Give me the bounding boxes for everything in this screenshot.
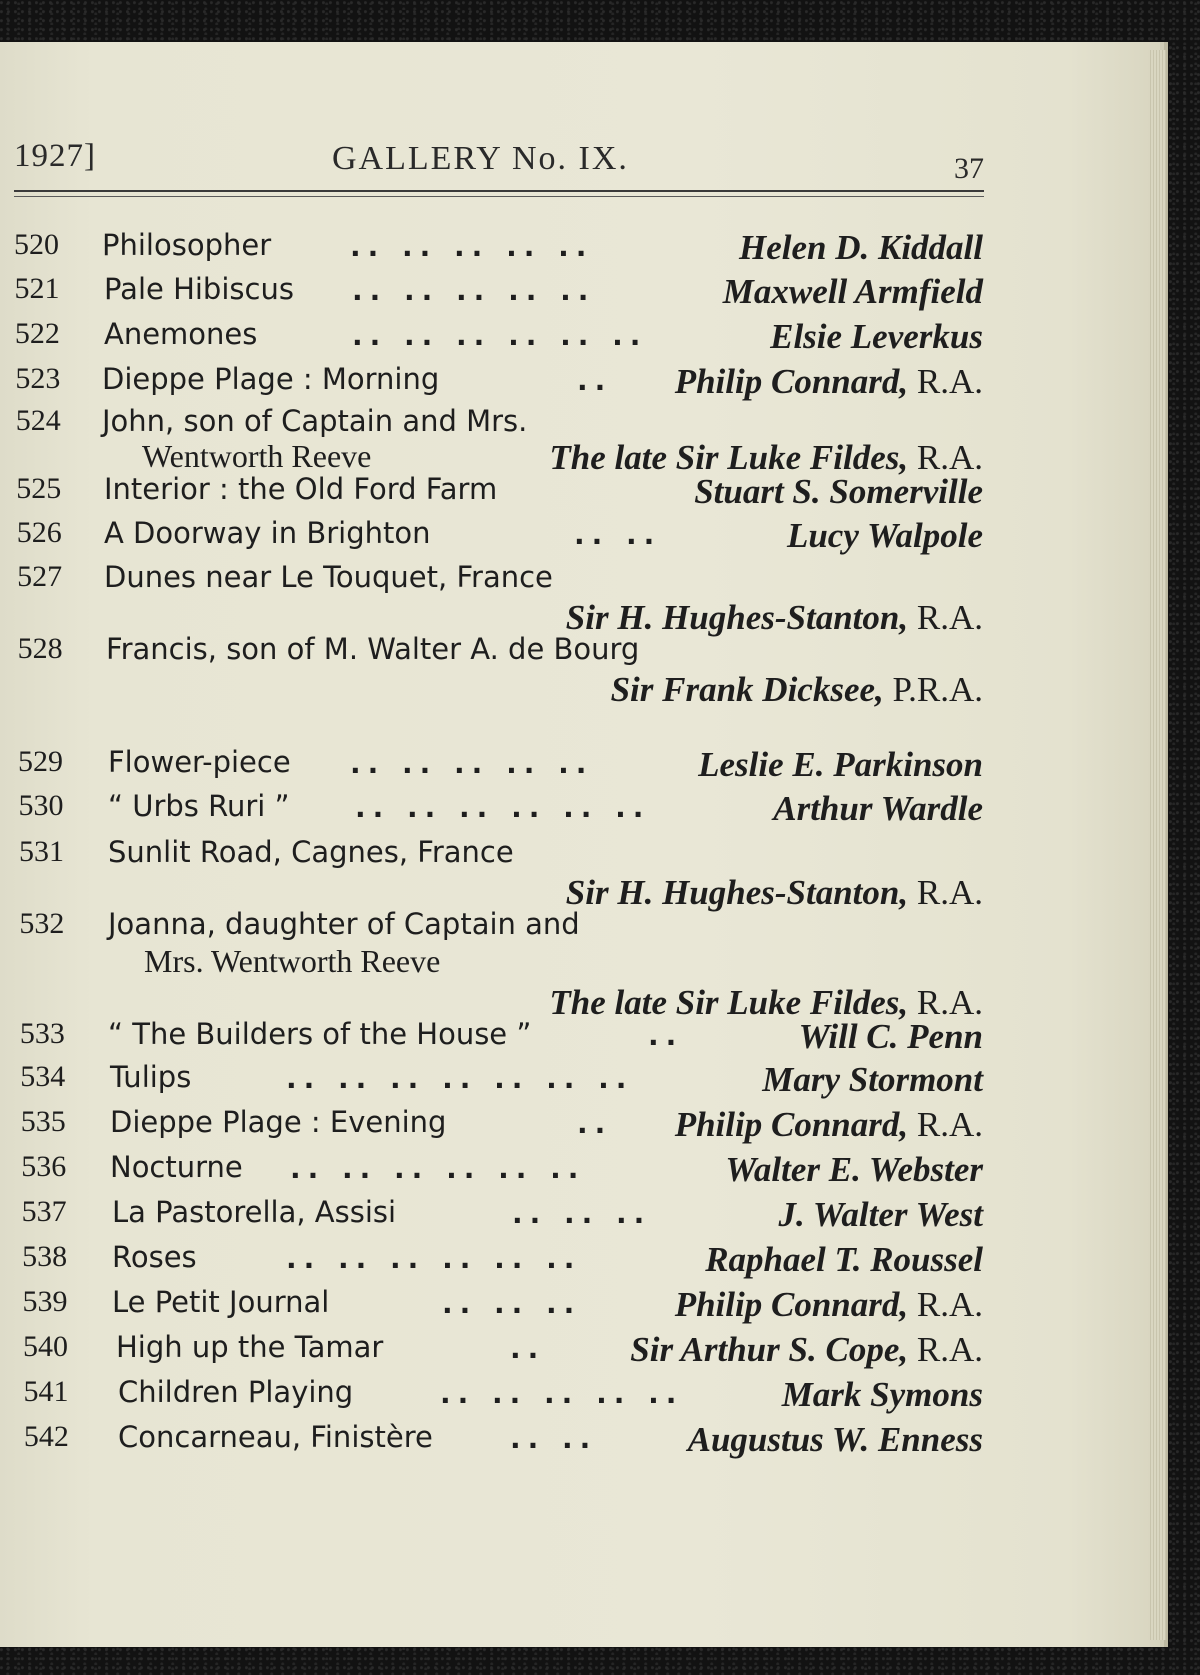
entry-number: 541 bbox=[23, 1375, 69, 1408]
artist-name bbox=[770, 317, 983, 357]
catalogue-entry bbox=[0, 1017, 1000, 1061]
catalogue-entry bbox=[0, 1375, 1000, 1419]
artwork-title: Dunes near Le Touquet, France bbox=[104, 560, 553, 594]
leader-dots: .. .. .. .. .. .. .. bbox=[286, 1062, 634, 1095]
entry-number: 531 bbox=[18, 835, 64, 868]
artist-name-text: Lucy Walpole bbox=[786, 516, 983, 555]
artwork-title: Le Petit Journal bbox=[112, 1285, 330, 1319]
artwork-title: Sunlit Road, Cagnes, France bbox=[108, 835, 514, 869]
artwork-title: Children Playing bbox=[118, 1375, 354, 1409]
artist-name bbox=[705, 1240, 983, 1280]
artist-name bbox=[698, 745, 983, 785]
artist-name-text: Raphael T. Roussel bbox=[705, 1240, 983, 1279]
artist-name bbox=[688, 1420, 983, 1460]
artist-name bbox=[675, 362, 983, 402]
leader-dots: .. .. .. .. .. bbox=[352, 274, 596, 307]
entry-number: 540 bbox=[23, 1330, 68, 1363]
catalogue-entry bbox=[0, 272, 1000, 316]
artwork-title: Philosopher bbox=[102, 228, 272, 262]
entry-number: 520 bbox=[14, 228, 59, 261]
page-title: GALLERY No. IX. bbox=[332, 140, 629, 177]
year-label: 1927] bbox=[14, 138, 96, 174]
artist-honour: P.R.A. bbox=[883, 670, 983, 709]
entry-number: 532 bbox=[19, 907, 65, 940]
artist-name bbox=[773, 789, 983, 829]
page-number: 37 bbox=[954, 152, 984, 185]
artist-name bbox=[782, 1375, 983, 1415]
catalogue-entry bbox=[0, 1240, 1000, 1284]
catalogue-entry bbox=[0, 1285, 1000, 1329]
artwork-title: High up the Tamar bbox=[116, 1330, 384, 1364]
artist-honour: R.A. bbox=[908, 983, 983, 1022]
artist-name-text: Maxwell Armfield bbox=[722, 272, 983, 311]
artist-name bbox=[725, 1150, 983, 1190]
leader-dots: .. bbox=[648, 1019, 684, 1052]
catalogue-entry bbox=[0, 745, 1000, 789]
artist-name-text: Walter E. Webster bbox=[725, 1150, 983, 1189]
artist-name-text: Philip Connard, bbox=[674, 1105, 909, 1144]
artwork-title: Joanna, daughter of Captain and bbox=[108, 907, 580, 941]
leader-dots: .. .. .. .. .. .. bbox=[286, 1242, 582, 1275]
catalogue-entry bbox=[0, 632, 1000, 714]
artist-name bbox=[723, 272, 983, 312]
artist-name-text: Arthur Wardle bbox=[773, 789, 983, 828]
catalogue-entry bbox=[0, 317, 1000, 361]
entry-number: 538 bbox=[22, 1240, 68, 1273]
catalogue-entry bbox=[0, 472, 1000, 516]
artist-name-text: Mark Symons bbox=[781, 1375, 983, 1414]
artist-honour: R.A. bbox=[908, 1285, 983, 1324]
artwork-title-continued: Mrs. Wentworth Reeve bbox=[144, 943, 441, 979]
artist-honour: R.A. bbox=[908, 362, 983, 401]
artwork-title: Concarneau, Finistère bbox=[118, 1420, 433, 1454]
artist-name bbox=[675, 1105, 983, 1145]
catalogue-entry bbox=[0, 404, 1000, 482]
artwork-title: Flower-piece bbox=[108, 745, 291, 779]
catalogue-entry bbox=[0, 789, 1000, 833]
catalogue-entry bbox=[0, 1150, 1000, 1194]
artwork-title: La Pastorella, Assisi bbox=[112, 1195, 397, 1229]
entry-number: 534 bbox=[20, 1060, 66, 1093]
entry-number: 533 bbox=[19, 1017, 65, 1050]
leader-dots: .. .. .. .. .. bbox=[350, 747, 594, 780]
artwork-title: Francis, son of M. Walter A. de Bourg bbox=[106, 632, 640, 666]
artist-name bbox=[778, 1195, 983, 1235]
entry-number: 537 bbox=[21, 1195, 67, 1228]
artist-name-text: Sir H. Hughes-Stanton, bbox=[565, 598, 909, 637]
artist-name-text: Elsie Leverkus bbox=[770, 317, 983, 356]
artist-name-text: Mary Stormont bbox=[762, 1060, 983, 1099]
artist-name bbox=[787, 516, 983, 556]
artist-name-text: Augustus W. Enness bbox=[687, 1420, 983, 1459]
artwork-title: “ The Builders of the House ” bbox=[108, 1017, 532, 1051]
artist-name-text: Philip Connard, bbox=[674, 362, 909, 401]
entry-number: 539 bbox=[22, 1285, 68, 1318]
entry-number: 527 bbox=[17, 560, 63, 593]
artwork-title: Pale Hibiscus bbox=[104, 272, 294, 306]
catalogue-entry bbox=[0, 1195, 1000, 1239]
artwork-title: Roses bbox=[112, 1240, 197, 1274]
artist-name-text: Will C. Penn bbox=[798, 1017, 983, 1056]
artist-name bbox=[630, 1330, 983, 1370]
leader-dots: .. .. bbox=[574, 518, 662, 551]
catalogue-entry bbox=[0, 362, 1000, 406]
catalogue-entry bbox=[0, 228, 1000, 272]
leader-dots: .. bbox=[510, 1332, 546, 1365]
artist-name-text: Stuart S. Somerville bbox=[694, 472, 983, 511]
artwork-title: “ Urbs Ruri ” bbox=[108, 789, 290, 823]
entry-number: 529 bbox=[18, 745, 64, 778]
artwork-title: A Doorway in Brighton bbox=[104, 516, 431, 550]
leader-dots: .. .. .. .. .. bbox=[440, 1377, 684, 1410]
artist-honour: R.A. bbox=[908, 873, 983, 912]
entry-number: 525 bbox=[16, 472, 62, 505]
leader-dots: .. bbox=[577, 364, 613, 397]
artist-name-text: Sir H. Hughes-Stanton, bbox=[565, 873, 909, 912]
artist-name-text: The late Sir Luke Fildes, bbox=[549, 438, 909, 477]
artwork-title: Dieppe Plage : Morning bbox=[102, 362, 440, 396]
artist-name-text: Leslie E. Parkinson bbox=[698, 745, 983, 784]
artist-name-text: Sir Frank Dicksee, bbox=[610, 670, 884, 709]
artist-name bbox=[799, 1017, 983, 1057]
entry-number: 528 bbox=[17, 632, 63, 665]
entry-number: 526 bbox=[16, 516, 62, 549]
artist-name bbox=[611, 670, 983, 710]
artist-name-text: J. Walter West bbox=[778, 1195, 983, 1234]
entry-number: 522 bbox=[14, 317, 60, 350]
artist-name bbox=[675, 1285, 983, 1325]
artwork-title: John, son of Captain and Mrs. bbox=[102, 404, 528, 438]
catalogue-entry bbox=[0, 1105, 1000, 1149]
leader-dots: .. bbox=[577, 1107, 613, 1140]
entry-number: 535 bbox=[20, 1105, 66, 1138]
catalogue-entry bbox=[0, 1330, 1000, 1374]
entry-number: 523 bbox=[15, 362, 61, 395]
artwork-title: Dieppe Plage : Evening bbox=[110, 1105, 447, 1139]
artwork-title: Anemones bbox=[104, 317, 258, 351]
artist-name bbox=[762, 1060, 983, 1100]
artwork-title: Nocturne bbox=[110, 1150, 243, 1184]
catalogue-entry bbox=[0, 907, 1000, 1027]
entry-number: 536 bbox=[21, 1150, 67, 1183]
catalogue-entry bbox=[0, 516, 1000, 560]
artist-honour: R.A. bbox=[908, 1105, 983, 1144]
artist-name-text: The late Sir Luke Fildes, bbox=[549, 983, 909, 1022]
artist-name bbox=[739, 228, 983, 268]
artist-name-text: Philip Connard, bbox=[674, 1285, 909, 1324]
leader-dots: .. .. .. .. .. .. bbox=[355, 791, 651, 824]
artwork-title: Tulips bbox=[110, 1060, 192, 1094]
catalogue-entry bbox=[0, 560, 1000, 642]
artist-name bbox=[694, 472, 983, 512]
leader-dots: .. .. .. .. .. bbox=[350, 230, 594, 263]
catalogue-entry bbox=[0, 835, 1000, 917]
artist-honour: R.A. bbox=[908, 598, 983, 637]
entry-number: 542 bbox=[23, 1420, 69, 1453]
leader-dots: .. .. .. .. .. .. bbox=[352, 319, 648, 352]
entry-number: 530 bbox=[18, 789, 64, 822]
artist-name-text: Sir Arthur S. Cope, bbox=[630, 1330, 909, 1369]
entry-number: 524 bbox=[15, 404, 61, 437]
leader-dots: .. .. .. bbox=[512, 1197, 652, 1230]
leader-dots: .. .. bbox=[510, 1422, 598, 1455]
catalogue-entry bbox=[0, 1060, 1000, 1104]
entry-number: 521 bbox=[14, 272, 60, 305]
leader-dots: .. .. .. bbox=[442, 1287, 582, 1320]
artist-honour: R.A. bbox=[908, 1330, 983, 1369]
artwork-title-continued: Wentworth Reeve bbox=[142, 438, 372, 474]
artwork-title: Interior : the Old Ford Farm bbox=[104, 472, 498, 506]
artist-honour: R.A. bbox=[908, 438, 983, 477]
leader-dots: .. .. .. .. .. .. bbox=[290, 1152, 586, 1185]
artist-name-text: Helen D. Kiddall bbox=[738, 228, 983, 267]
catalogue-entry bbox=[0, 1420, 1000, 1464]
